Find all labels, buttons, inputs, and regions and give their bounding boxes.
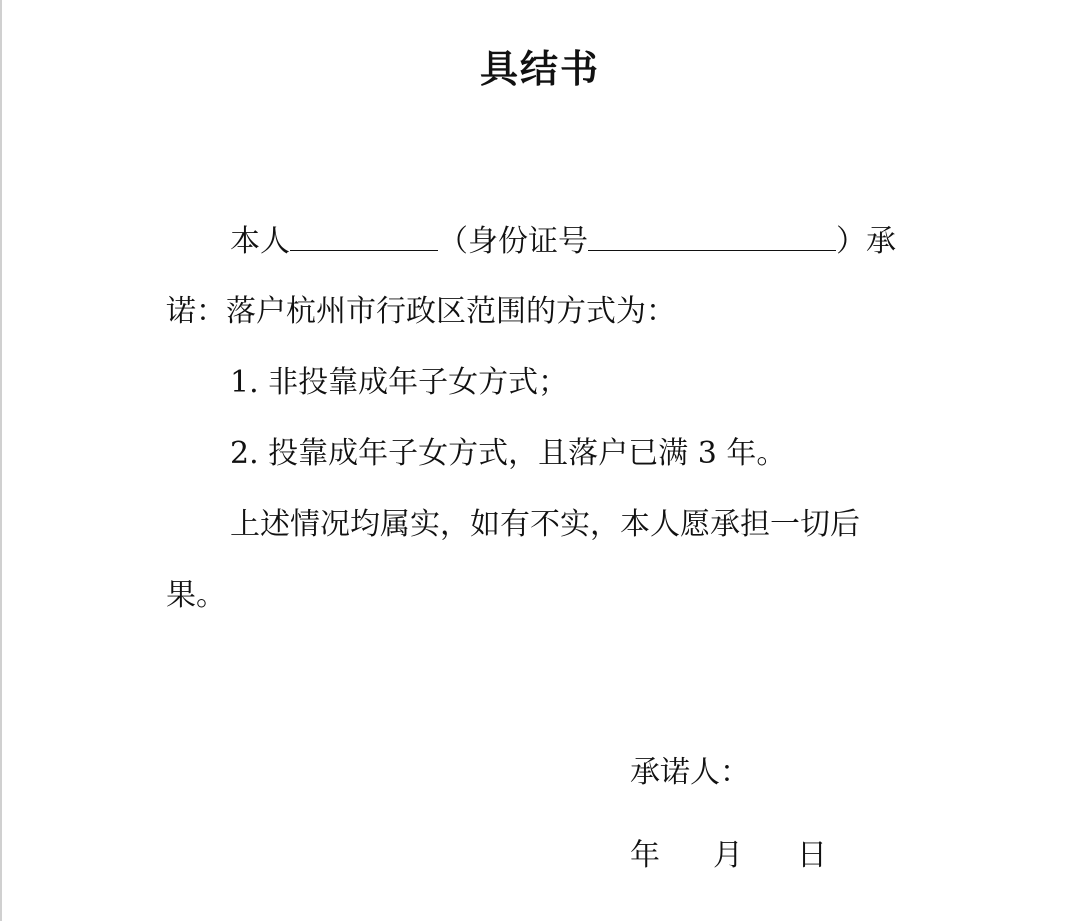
id-number-blank[interactable]: [588, 220, 836, 251]
date-row: [630, 836, 827, 876]
option-2: 2. 投靠成年子女方式，且落户已满 3 年。: [230, 436, 787, 471]
date-year-label: 年: [630, 838, 660, 873]
pledge-line-1: [230, 220, 896, 262]
option-1: 1. 非投靠成年子女方式；: [230, 365, 569, 400]
pledge-prefix: 本人: [230, 224, 290, 259]
signer-label: 承诺人：: [630, 755, 750, 790]
date-day-label: 日: [797, 838, 827, 873]
declaration-line-1: 上述情况均属实，如有不实，本人愿承担一切后: [230, 507, 860, 542]
id-label: （身份证号: [438, 224, 588, 259]
document-title: 具结书: [479, 46, 600, 91]
pledge-line-2: 诺：落户杭州市行政区范围的方式为：: [166, 294, 676, 329]
page-left-edge: [0, 0, 2, 921]
name-blank[interactable]: [290, 220, 438, 251]
pledge-suffix: ）承: [836, 224, 896, 259]
date-month-label: 月: [713, 838, 743, 873]
declaration-line-2: 果。: [166, 578, 226, 613]
